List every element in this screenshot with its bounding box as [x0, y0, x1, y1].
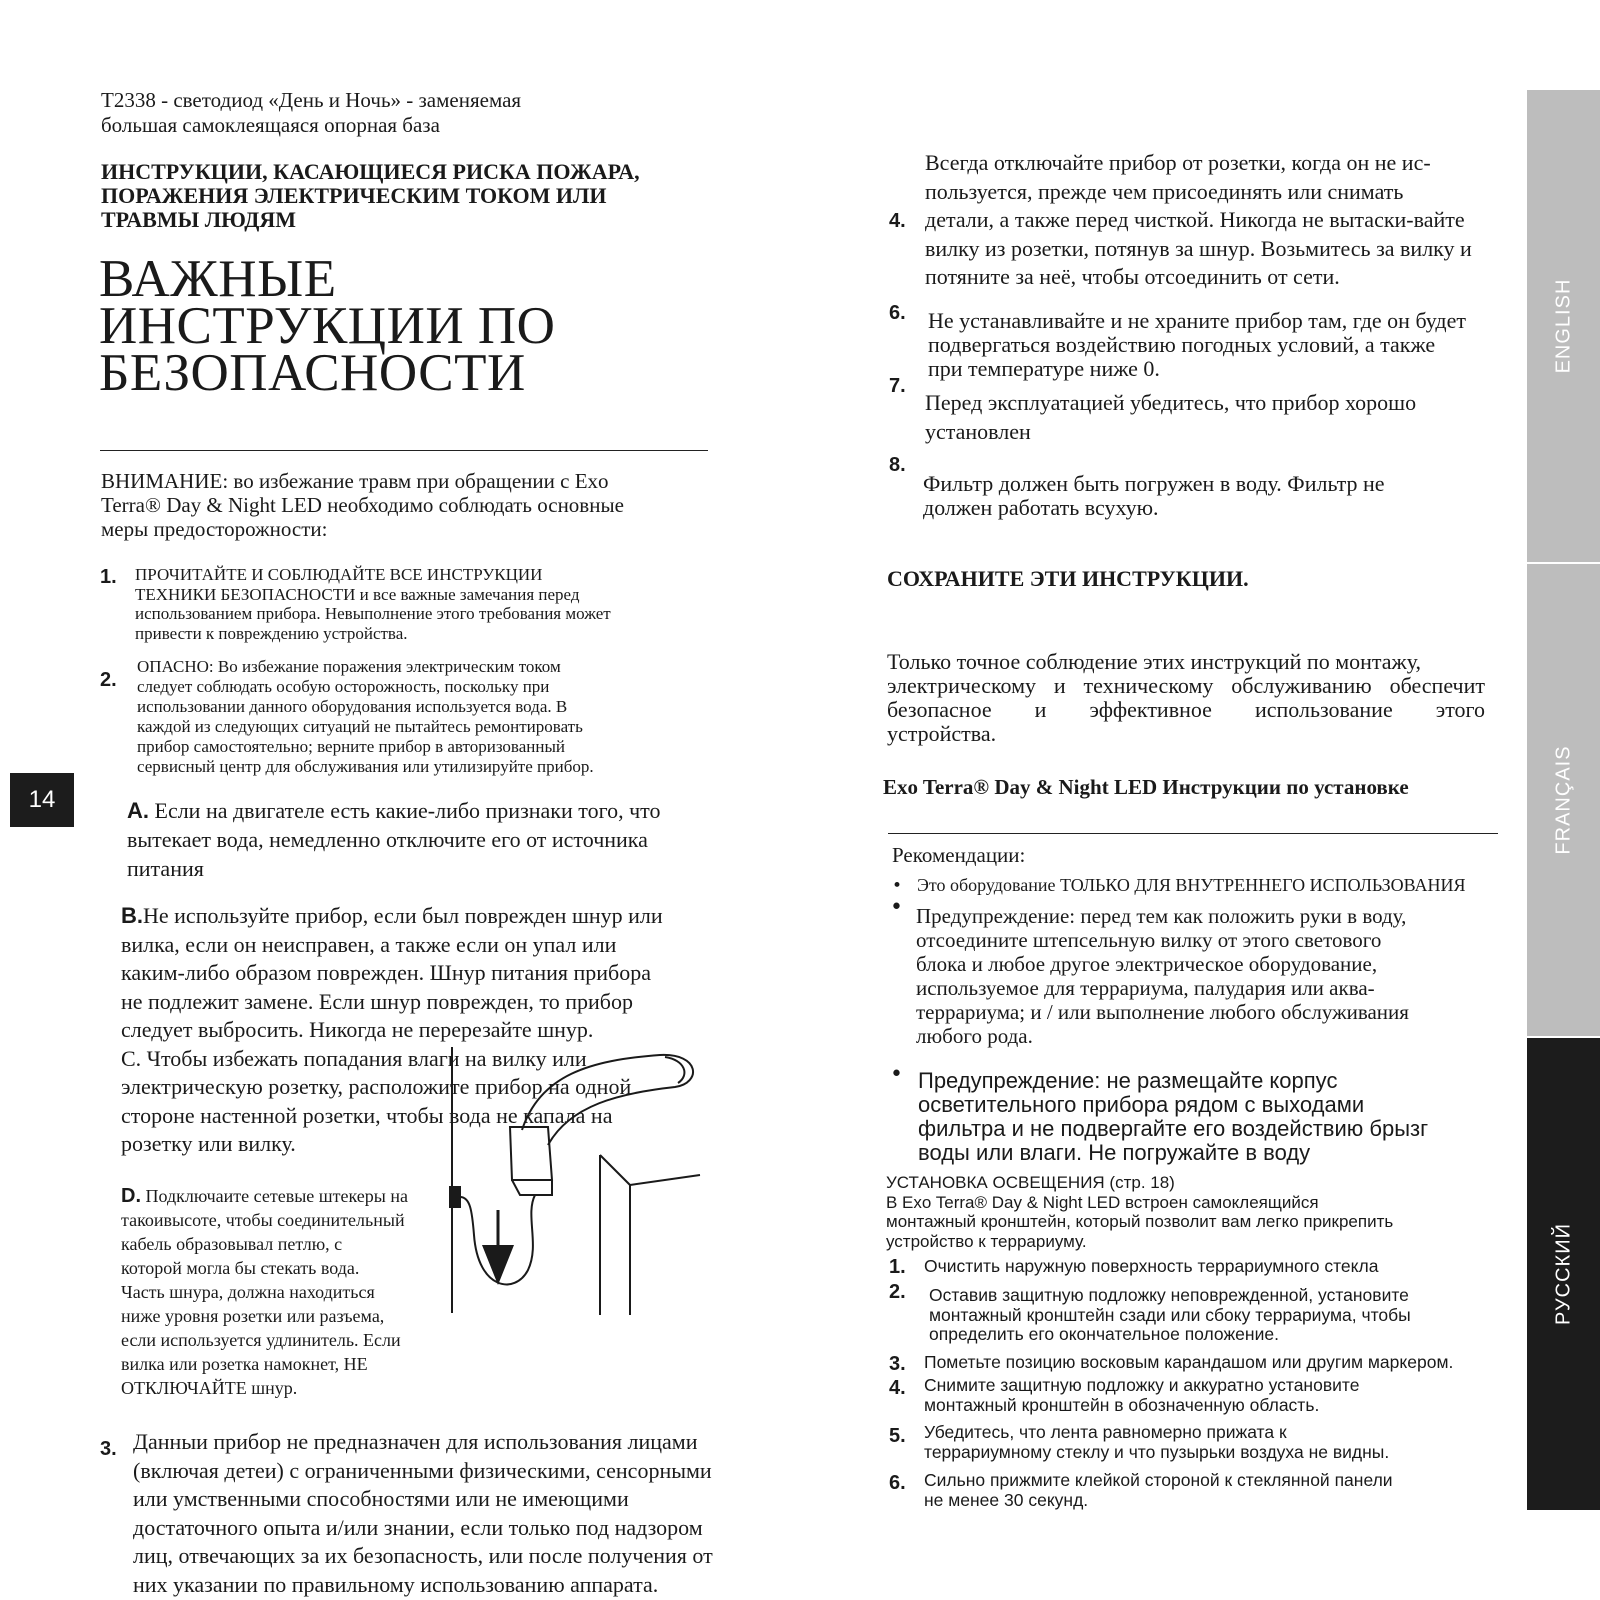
warning-paragraph: [101, 469, 624, 541]
note-line: Только точное соблюдение этих инструкций по монтажу,: [887, 649, 1422, 674]
bullet-line: блока и любое другое электрическое оборудование,: [916, 952, 1378, 976]
sub-item-line: которой могла бы стекать вода.: [121, 1258, 360, 1278]
tab-francais[interactable]: [1527, 564, 1600, 1036]
item-line: привести к повреждению устройства.: [135, 623, 408, 643]
step-number: 2.: [889, 1281, 906, 1303]
item-line: использованием прибора. Невыполнение этого требования может: [135, 604, 611, 623]
divider: [888, 833, 1498, 834]
sub-item-line: розетку или вилку.: [121, 1131, 296, 1156]
item-7-text: [925, 388, 1416, 446]
divider: [100, 450, 708, 451]
sub-item-line: такоивысоте, чтобы соединительный: [121, 1210, 405, 1230]
step-line: Снимите защитную подложку и аккуратно установите: [924, 1375, 1360, 1395]
item-line: пользуется, прежде чем присоединять или снимать: [925, 178, 1404, 204]
sub-item-line: вилка или розетка намокнет, НЕ: [121, 1354, 368, 1374]
risk-heading: [101, 160, 640, 232]
item-8-text: [923, 472, 1385, 520]
step-number: 3.: [889, 1353, 906, 1375]
step-line: Сильно прижмите клейкой стороной к стеклянной панели: [924, 1470, 1393, 1490]
tab-francais-label: FRANÇAIS: [1552, 745, 1574, 855]
bullet-line: осветительного прибора рядом с выходами: [918, 1092, 1365, 1117]
item-number: 1.: [100, 566, 117, 588]
warning-line: меры предосторожности:: [101, 517, 328, 541]
item-line: ТЕХНИКИ БЕЗОПАСНОСТИ и все важные замечания перед: [135, 584, 580, 604]
item-line: прибор самостоятельно; верните прибор в авторизованный: [137, 737, 565, 756]
bullet-line: воды или влаги. Не погружайте в воду: [918, 1140, 1311, 1165]
sub-item-label: A.: [127, 798, 149, 823]
save-heading: СОХРАНИТЕ ЭТИ ИНСТРУКЦИИ.: [887, 566, 1249, 591]
bullet-unplug-warning: [916, 904, 1409, 1048]
item-line: ОПАСНО: Во избежание поражения электрическим током: [137, 657, 561, 676]
step-number: 5.: [889, 1425, 906, 1447]
bullet-icon: •: [890, 895, 903, 920]
item-number: 3.: [100, 1438, 117, 1460]
item-4-text: [925, 149, 1472, 292]
item-2-text: [137, 657, 594, 777]
step-number: 4.: [889, 1377, 906, 1399]
tab-russian-label: РУССКИЙ: [1552, 1223, 1574, 1325]
step-1: Очистить наружную поверхность террариумного стекла: [924, 1256, 1379, 1276]
item-number: 4.: [889, 210, 906, 232]
product-code: [101, 88, 521, 138]
sub-item-line: вилка, если он неисправен, а также если он упал или: [121, 931, 617, 957]
note-line: устройства.: [887, 721, 997, 746]
bullet-icon: •: [890, 1062, 903, 1087]
item-line: вилку из розетки, потянув за шнур. Возьмитесь за вилку и: [925, 235, 1472, 261]
item-line: установлен: [925, 419, 1031, 444]
item-line: Всегда отключайте прибор от розетки, когда он не ис-: [925, 150, 1431, 175]
item-line: ПРОЧИТАЙТЕ И СОБЛЮДАЙТЕ ВСЕ ИНСТРУКЦИИ: [135, 565, 543, 584]
sub-item-label: B.: [121, 903, 143, 928]
step-4: [924, 1376, 1359, 1415]
item-line: подвергаться воздействию погодных условий, а также: [928, 332, 1436, 357]
item-number: 6.: [889, 302, 906, 324]
item-line: каждой из следующих ситуаций не пытайтесь ремонтировать: [137, 717, 583, 736]
item-number: 8.: [889, 454, 906, 476]
step-line: не менее 30 секунд.: [924, 1489, 1089, 1510]
bullet-line: Предупреждение: не размещайте корпус: [918, 1068, 1338, 1093]
tab-russian[interactable]: [1527, 1038, 1600, 1510]
tab-english-label: ENGLISH: [1552, 278, 1574, 374]
item-line: сервисный центр для обслуживания или утилизируйте прибор.: [137, 757, 594, 776]
assembly-note: [887, 650, 1485, 746]
item-line: (включая детеи) с ограниченными физическими, сенсорными: [133, 1457, 712, 1483]
bullet-indoor-only: Это оборудование ТОЛЬКО ДЛЯ ВНУТРЕННЕГО ИСПОЛЬЗОВАНИЯ: [917, 875, 1466, 895]
item-3-text: [133, 1428, 713, 1599]
note-line: электрическому и техническому обслуживанию обеспечит: [887, 673, 1485, 698]
sub-item-line: ОТКЛЮЧАЙТЕ шнур.: [121, 1378, 298, 1398]
page-title-line: БЕЗОПАСНОСТИ: [99, 344, 526, 402]
mount-bracket: [510, 1127, 552, 1180]
item-line: достаточного опыта и/или знании, если только под надзором: [133, 1514, 703, 1540]
item-line: должен работать всухую.: [923, 495, 1159, 520]
item-line: потяните за неё, чтобы отсоединить от сети.: [925, 264, 1340, 289]
setup-line: монтажный кронштейн, который позволит вам легко прикрепить: [886, 1212, 1394, 1231]
recommendations-label: Рекомендации:: [892, 843, 1026, 867]
product-line: T2338 - светодиод «День и Ночь» - заменяемая: [101, 88, 522, 112]
item-line: при температуре ниже 0.: [928, 356, 1160, 381]
sub-item-line: Если на двигателе есть какие-либо признаки того, что: [149, 798, 661, 823]
tab-english[interactable]: [1527, 90, 1600, 562]
sub-item-line: Подключаите сетевые штекеры на: [141, 1186, 409, 1206]
glass-line: [630, 1175, 700, 1185]
item-line: или умственными способностями или не имеющими: [133, 1486, 629, 1511]
step-3: Пометьте позицию восковым карандашом или другим маркером.: [924, 1352, 1454, 1372]
risk-heading-line: ТРАВМЫ ЛЮДЯМ: [101, 207, 297, 232]
risk-heading-line: ПОРАЖЕНИЯ ЭЛЕКТРИЧЕСКИМ ТОКОМ ИЛИ: [101, 183, 607, 208]
sub-item-line: кабель образовывал петлю, с: [121, 1234, 343, 1254]
item-line: Фильтр должен быть погружен в воду. Фильтр не: [923, 471, 1385, 496]
mount-bracket: [512, 1180, 552, 1195]
sub-item-line: стороне настенной розетки, чтобы вода не капала на: [121, 1102, 613, 1128]
item-line: Перед эксплуатацией убедитесь, что прибор хорошо: [925, 390, 1417, 415]
sub-item-line: электрическую розетку, расположите прибор на одной: [121, 1074, 632, 1099]
item-line: лиц, отвечающих за их безопасность, или после получения от: [133, 1543, 713, 1568]
step-number: 6.: [889, 1472, 906, 1494]
bullet-line: отсоедините штепсельную вилку от этого светового: [916, 928, 1382, 952]
sub-item-line: Часть шнура, должна находиться: [121, 1282, 375, 1302]
item-line: них указании по правильному использованию аппарата.: [133, 1571, 659, 1597]
page-title: [99, 250, 556, 402]
bullet-line: фильтра и не подвергайте его воздействию брызг: [918, 1116, 1429, 1141]
bullet-line: любого рода.: [916, 1024, 1033, 1048]
warning-line: ВНИМАНИЕ: во избежание травм при обращении с Exo: [101, 469, 609, 493]
page-title-line: ВАЖНЫЕ: [99, 250, 337, 308]
step-line: монтажный кронштейн сзади или сбоку террариума, чтобы: [929, 1304, 1411, 1325]
bullet-splash-warning: [918, 1069, 1428, 1165]
setup-line: В Exo Terra® Day & Night LED встроен самоклеящийся: [886, 1192, 1319, 1212]
warning-line: Terra® Day & Night LED необходимо соблюдать основные: [101, 493, 624, 517]
sub-item-line: питания: [127, 856, 204, 881]
plug: [450, 1187, 460, 1207]
step-6: [924, 1471, 1393, 1510]
sub-item-line: каким-либо образом поврежден. Шнур питания прибора: [121, 960, 651, 985]
setup-line: устройство к террариуму.: [886, 1231, 1087, 1251]
glass-line: [600, 1155, 630, 1185]
item-line: Данныи прибор не предназначен для использования лицами: [133, 1429, 698, 1454]
setup-line: УСТАНОВКА ОСВЕЩЕНИЯ (стр. 18): [886, 1173, 1175, 1192]
sub-item-line: если используется удлинитель. Если: [121, 1330, 401, 1350]
page-title-line: ИНСТРУКЦИИ ПО: [99, 297, 556, 355]
sub-item-label: D.: [121, 1185, 141, 1207]
lighting-setup: [886, 1173, 1393, 1251]
product-line: большая самоклеящаяся опорная база: [101, 113, 440, 137]
arrow-head: [482, 1245, 514, 1285]
step-number: 1.: [889, 1256, 906, 1278]
bullet-line: террариума; и / или выполнение любого обслуживания: [916, 1000, 1409, 1024]
item-number: 2.: [100, 669, 117, 691]
bullet-icon: •: [892, 876, 903, 896]
drip-loop-illustration: [440, 1035, 710, 1315]
step-line: монтажный кронштейн в обозначенную область.: [924, 1394, 1320, 1415]
sub-item-line: вытекает вода, немедленно отключите его от источника: [127, 827, 648, 852]
step-line: террариумному стеклу и что пузырьки воздуха не видны.: [924, 1441, 1390, 1462]
step-line: Оставив защитную подложку неповрежденной, установите: [929, 1285, 1409, 1305]
sub-item-line: ниже уровня розетки или разъема,: [121, 1306, 385, 1326]
step-line: Убедитесь, что лента равномерно прижата к: [924, 1422, 1287, 1442]
item-line: детали, а также перед чисткой. Никогда не вытаски-вайте: [925, 207, 1465, 232]
step-line: определить его окончательное положение.: [929, 1324, 1279, 1344]
step-2: [929, 1286, 1411, 1345]
bullet-line: Предупреждение: перед тем как положить руки в воду,: [916, 904, 1407, 928]
risk-heading-line: ИНСТРУКЦИИ, КАСАЮЩИЕСЯ РИСКА ПОЖАРА,: [101, 159, 640, 184]
item-number: 7.: [889, 375, 906, 397]
sub-item-a: [127, 796, 660, 883]
sub-item-line: Не используйте прибор, если был поврежден шнур или: [143, 903, 663, 928]
item-line: Не устанавливайте и не храните прибор там, где он будет: [928, 308, 1466, 333]
item-6-text: [928, 309, 1466, 381]
item-1-text: [135, 565, 611, 643]
sub-item-line: следует выбросить. Никогда не перерезайте шнур.: [121, 1017, 594, 1042]
step-5: [924, 1423, 1389, 1462]
install-heading: Exo Terra® Day & Night LED Инструкции по установке: [883, 775, 1409, 799]
page-number: 14: [10, 773, 74, 827]
item-line: следует соблюдать особую осторожность, поскольку при: [137, 677, 550, 696]
lamp-head: [665, 1057, 684, 1083]
item-line: использовании данного оборудования используется вода. В: [137, 697, 568, 716]
sub-item-d: [121, 1184, 408, 1400]
note-line: безопасное и эффективное использование этого: [887, 697, 1485, 722]
sub-item-line: не подлежит замене. Если шнур поврежден, то прибор: [121, 988, 633, 1014]
sub-item-line: C. Чтобы избежать попадания влаги на вилку или: [121, 1045, 587, 1071]
bullet-line: используемое для террариума, палудария или аква-: [916, 976, 1375, 1000]
